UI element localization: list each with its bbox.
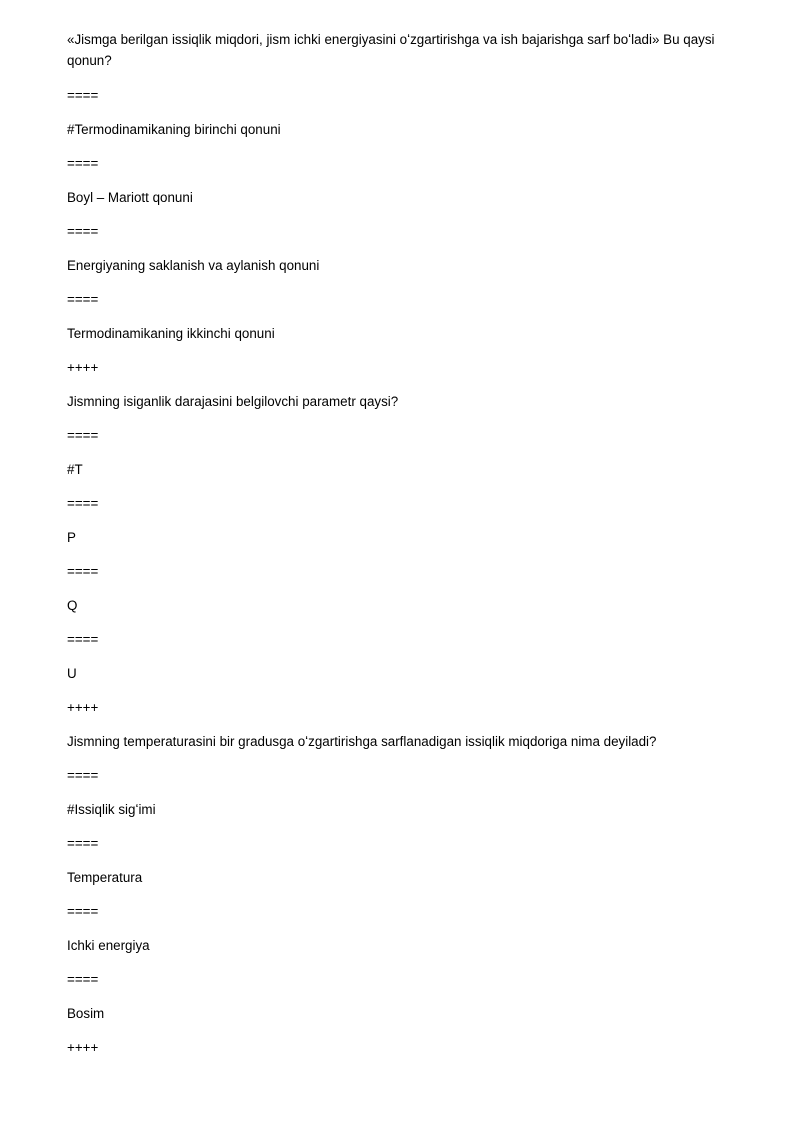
answer-separator: ==== — [67, 972, 99, 987]
answer-separator: ==== — [67, 496, 99, 511]
answer-separator: ==== — [67, 224, 99, 239]
answer-separator: ==== — [67, 904, 99, 919]
question-2-answer: P — [67, 530, 76, 545]
question-1-text: «Jismga berilgan issiqlik miqdori, jism ichki energiyasini oʻzgartirishga va ish bajarishga sarf boʻladi» Bu qaysi qonun? — [67, 32, 719, 68]
question-separator: ++++ — [67, 360, 99, 375]
answer-separator: ==== — [67, 632, 99, 647]
question-1-correct-answer: #Termodinamikaning birinchi qonuni — [67, 122, 281, 137]
question-1-answer: Boyl – Mariott qonuni — [67, 190, 193, 205]
answer-separator: ==== — [67, 564, 99, 579]
question-3-answer: Bosim — [67, 1006, 105, 1021]
question-2-answer: Q — [67, 598, 78, 613]
answer-separator: ==== — [67, 156, 99, 171]
question-separator: ++++ — [67, 700, 99, 715]
question-3-answer: Temperatura — [67, 870, 143, 885]
answer-separator: ==== — [67, 836, 99, 851]
question-separator: ++++ — [67, 1040, 99, 1055]
question-2-answer: U — [67, 666, 77, 681]
question-2-text: Jismning isiganlik darajasini belgilovchi parametr qaysi? — [67, 394, 399, 409]
answer-separator: ==== — [67, 292, 99, 307]
document-body — [67, 29, 733, 1071]
answer-separator: ==== — [67, 428, 99, 443]
answer-separator: ==== — [67, 768, 99, 783]
question-3-correct-answer: #Issiqlik sigʻimi — [67, 802, 156, 817]
question-1-answer: Termodinamikaning ikkinchi qonuni — [67, 326, 275, 341]
answer-separator: ==== — [67, 88, 99, 103]
question-2-correct-answer: #T — [67, 462, 83, 477]
question-3-answer: Ichki energiya — [67, 938, 150, 953]
question-1-answer: Energiyaning saklanish va aylanish qonuni — [67, 258, 320, 273]
question-3-text: Jismning temperaturasini bir gradusga oʻzgartirishga sarflanadigan issiqlik miqdoriga nima deyiladi? — [67, 734, 657, 749]
